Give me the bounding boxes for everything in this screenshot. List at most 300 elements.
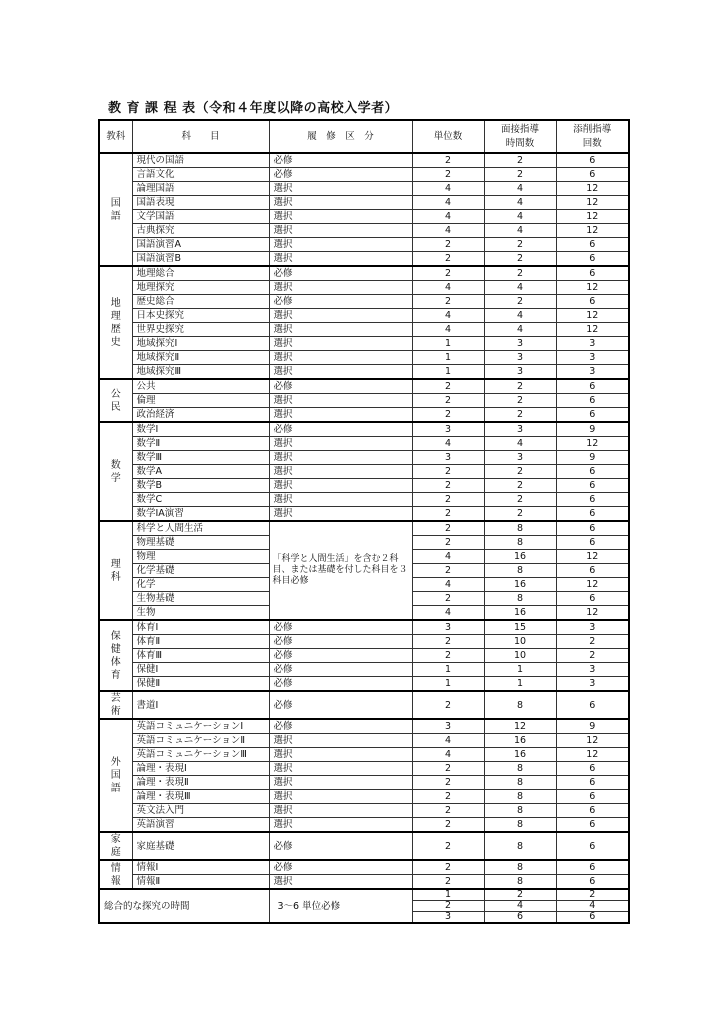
interview-hours-cell: 2 <box>484 153 556 168</box>
table-row <box>99 889 629 901</box>
subject-cell: 数学A <box>132 465 269 479</box>
table-row <box>99 252 629 267</box>
units-cell: 2 <box>412 564 484 578</box>
requirement-cell: 必修 <box>269 663 412 677</box>
table-row <box>99 394 629 408</box>
requirement-cell: 選択 <box>269 309 412 323</box>
correction-count-cell: 6 <box>556 238 629 252</box>
category-label: 数学 <box>110 459 121 484</box>
header-correction-count <box>556 120 629 153</box>
requirement-cell: 必修 <box>269 677 412 692</box>
category-cell <box>99 379 132 422</box>
units-cell: 3 <box>412 620 484 635</box>
subject-cell: 論理国語 <box>132 182 269 196</box>
interview-hours-cell: 8 <box>484 592 556 606</box>
requirement-cell: 必修 <box>269 168 412 182</box>
correction-count-cell: 9 <box>556 451 629 465</box>
header-interview-line1: 面接指導 <box>500 123 539 135</box>
table-row <box>99 790 629 804</box>
correction-count-cell: 6 <box>556 592 629 606</box>
correction-count-cell: 6 <box>556 479 629 493</box>
interview-hours-cell: 8 <box>484 691 556 719</box>
subject-cell: 英語演習 <box>132 818 269 833</box>
subject-cell: 科学と人間生活 <box>132 521 269 536</box>
correction-count-cell: 6 <box>556 507 629 522</box>
correction-count-cell: 6 <box>556 818 629 833</box>
header-correction-line1: 添削指導 <box>573 123 612 135</box>
table-row <box>99 437 629 451</box>
interview-hours-cell: 16 <box>484 578 556 592</box>
requirement-cell: 選択 <box>269 507 412 522</box>
interview-hours-cell: 2 <box>484 295 556 309</box>
interview-hours-cell: 8 <box>484 790 556 804</box>
interview-hours-cell: 8 <box>484 804 556 818</box>
units-cell: 2 <box>412 266 484 281</box>
units-cell: 2 <box>412 394 484 408</box>
correction-count-cell: 2 <box>556 635 629 649</box>
interview-hours-cell: 2 <box>484 238 556 252</box>
units-cell: 3 <box>412 912 484 924</box>
requirement-cell: 選択 <box>269 804 412 818</box>
category-cell <box>99 521 132 620</box>
category-cell <box>99 719 132 832</box>
units-cell: 4 <box>412 309 484 323</box>
units-cell: 2 <box>412 592 484 606</box>
table-row <box>99 465 629 479</box>
correction-count-cell: 12 <box>556 281 629 295</box>
category-cell <box>99 832 132 860</box>
table-row <box>99 323 629 337</box>
table-row <box>99 182 629 196</box>
units-cell: 4 <box>412 437 484 451</box>
correction-count-cell: 6 <box>556 493 629 507</box>
requirement-cell: 必修 <box>269 295 412 309</box>
category-cell <box>99 691 132 719</box>
table-row <box>99 507 629 522</box>
table-row <box>99 776 629 790</box>
table-row <box>99 493 629 507</box>
category-label: 外国語 <box>110 757 121 794</box>
units-cell: 2 <box>412 818 484 833</box>
table-row <box>99 168 629 182</box>
correction-count-cell: 3 <box>556 365 629 380</box>
interview-hours-cell: 2 <box>484 394 556 408</box>
table-row <box>99 295 629 309</box>
correction-count-cell: 12 <box>556 182 629 196</box>
category-cell <box>99 860 132 889</box>
interview-hours-cell: 8 <box>484 818 556 833</box>
units-cell: 2 <box>412 776 484 790</box>
subject-cell: 公共 <box>132 379 269 394</box>
subject-cell: 化学基礎 <box>132 564 269 578</box>
requirement-cell: 選択 <box>269 182 412 196</box>
subject-cell: 物理基礎 <box>132 536 269 550</box>
correction-count-cell: 3 <box>556 351 629 365</box>
units-cell: 2 <box>412 493 484 507</box>
correction-count-cell: 6 <box>556 536 629 550</box>
subject-cell: 英語コミュニケーションⅡ <box>132 734 269 748</box>
requirement-cell: 選択 <box>269 365 412 380</box>
requirement-cell: 選択 <box>269 394 412 408</box>
subject-cell: 体育Ⅲ <box>132 649 269 663</box>
interview-hours-cell: 16 <box>484 606 556 621</box>
category-label: 地理歴史 <box>110 297 121 348</box>
units-cell: 2 <box>412 649 484 663</box>
units-cell: 2 <box>412 804 484 818</box>
requirement-cell: 選択 <box>269 734 412 748</box>
subject-cell: 生物 <box>132 606 269 621</box>
correction-count-cell: 3 <box>556 677 629 692</box>
units-cell: 2 <box>412 790 484 804</box>
table-row <box>99 379 629 394</box>
correction-count-cell: 2 <box>556 649 629 663</box>
table-row <box>99 691 629 719</box>
interview-hours-cell: 2 <box>484 889 556 901</box>
units-cell: 4 <box>412 550 484 564</box>
requirement-cell: 必修 <box>269 266 412 281</box>
table-row <box>99 266 629 281</box>
interview-hours-cell: 3 <box>484 451 556 465</box>
subject-cell: 数学Ⅰ <box>132 422 269 437</box>
subject-cell: 家庭基礎 <box>132 832 269 860</box>
interview-hours-cell: 2 <box>484 479 556 493</box>
table-row <box>99 224 629 238</box>
interview-hours-cell: 2 <box>484 252 556 267</box>
table-row <box>99 309 629 323</box>
correction-count-cell: 12 <box>556 550 629 564</box>
interview-hours-cell: 16 <box>484 734 556 748</box>
correction-count-cell: 6 <box>556 153 629 168</box>
subject-cell: 生物基礎 <box>132 592 269 606</box>
subject-cell: 日本史探究 <box>132 309 269 323</box>
category-label: 理科 <box>110 558 121 583</box>
requirement-cell: 選択 <box>269 776 412 790</box>
units-cell: 4 <box>412 182 484 196</box>
interview-hours-cell: 2 <box>484 408 556 423</box>
requirement-cell: 選択 <box>269 493 412 507</box>
subject-cell: 世界史探究 <box>132 323 269 337</box>
units-cell: 2 <box>412 153 484 168</box>
table-row <box>99 734 629 748</box>
correction-count-cell: 12 <box>556 606 629 621</box>
table-row <box>99 337 629 351</box>
units-cell: 4 <box>412 748 484 762</box>
units-cell: 4 <box>412 606 484 621</box>
curriculum-table <box>98 119 630 924</box>
correction-count-cell: 6 <box>556 252 629 267</box>
category-cell <box>99 422 132 521</box>
interview-hours-cell: 2 <box>484 465 556 479</box>
correction-count-cell: 12 <box>556 196 629 210</box>
correction-count-cell: 6 <box>556 266 629 281</box>
interview-hours-cell: 3 <box>484 351 556 365</box>
header-category: 教科 <box>99 120 132 153</box>
table-row <box>99 719 629 734</box>
requirement-cell: 必修 <box>269 153 412 168</box>
interview-hours-cell: 4 <box>484 901 556 912</box>
units-cell: 4 <box>412 281 484 295</box>
table-row <box>99 351 629 365</box>
table-row <box>99 663 629 677</box>
correction-count-cell: 3 <box>556 620 629 635</box>
requirement-cell: 選択 <box>269 252 412 267</box>
requirement-cell: 必修 <box>269 719 412 734</box>
inquiry-label: 総合的な探究の時間 <box>99 889 269 923</box>
inquiry-requirement: 3～6 単位必修 <box>269 889 412 923</box>
interview-hours-cell: 3 <box>484 337 556 351</box>
interview-hours-cell: 8 <box>484 860 556 875</box>
correction-count-cell: 6 <box>556 521 629 536</box>
subject-cell: 書道Ⅰ <box>132 691 269 719</box>
correction-count-cell: 12 <box>556 734 629 748</box>
interview-hours-cell: 4 <box>484 182 556 196</box>
requirement-cell: 選択 <box>269 408 412 423</box>
science-requirement-note: 「科学と人間生活」を含む２科目、または基礎を付した科目を３科目必修 <box>269 521 412 620</box>
requirement-cell: 必修 <box>269 635 412 649</box>
subject-cell: 古典探究 <box>132 224 269 238</box>
category-label: 保健体育 <box>110 630 121 681</box>
subject-cell: 歴史総合 <box>132 295 269 309</box>
subject-cell: 数学Ⅲ <box>132 451 269 465</box>
units-cell: 2 <box>412 860 484 875</box>
table-row <box>99 365 629 380</box>
units-cell: 2 <box>412 762 484 776</box>
subject-cell: 数学Ⅱ <box>132 437 269 451</box>
subject-cell: 化学 <box>132 578 269 592</box>
header-correction-line2: 回数 <box>582 137 602 149</box>
header-units: 単位数 <box>412 120 484 153</box>
interview-hours-cell: 2 <box>484 168 556 182</box>
requirement-cell: 選択 <box>269 351 412 365</box>
subject-cell: 物理 <box>132 550 269 564</box>
interview-hours-cell: 8 <box>484 776 556 790</box>
subject-cell: 情報Ⅱ <box>132 875 269 890</box>
table-row <box>99 860 629 875</box>
interview-hours-cell: 16 <box>484 748 556 762</box>
category-label: 家庭 <box>110 834 121 858</box>
units-cell: 2 <box>412 465 484 479</box>
interview-hours-cell: 8 <box>484 564 556 578</box>
correction-count-cell: 6 <box>556 762 629 776</box>
interview-hours-cell: 2 <box>484 379 556 394</box>
table-row <box>99 451 629 465</box>
correction-count-cell: 6 <box>556 776 629 790</box>
table-row <box>99 832 629 860</box>
subject-cell: 論理・表現Ⅱ <box>132 776 269 790</box>
subject-cell: 保健Ⅰ <box>132 663 269 677</box>
units-cell: 4 <box>412 323 484 337</box>
correction-count-cell: 6 <box>556 790 629 804</box>
requirement-cell: 必修 <box>269 422 412 437</box>
requirement-cell: 選択 <box>269 479 412 493</box>
table-row <box>99 635 629 649</box>
requirement-cell: 選択 <box>269 281 412 295</box>
correction-count-cell: 12 <box>556 578 629 592</box>
units-cell: 4 <box>412 196 484 210</box>
interview-hours-cell: 10 <box>484 635 556 649</box>
subject-cell: 文学国語 <box>132 210 269 224</box>
correction-count-cell: 6 <box>556 465 629 479</box>
category-cell <box>99 620 132 691</box>
requirement-cell: 必修 <box>269 691 412 719</box>
units-cell: 4 <box>412 578 484 592</box>
correction-count-cell: 6 <box>556 394 629 408</box>
interview-hours-cell: 8 <box>484 875 556 890</box>
units-cell: 2 <box>412 168 484 182</box>
interview-hours-cell: 4 <box>484 281 556 295</box>
interview-hours-cell: 3 <box>484 422 556 437</box>
units-cell: 2 <box>412 507 484 522</box>
requirement-cell: 選択 <box>269 790 412 804</box>
table-row <box>99 422 629 437</box>
correction-count-cell: 12 <box>556 224 629 238</box>
interview-hours-cell: 8 <box>484 762 556 776</box>
subject-cell: 現代の国語 <box>132 153 269 168</box>
interview-hours-cell: 4 <box>484 323 556 337</box>
subject-cell: 国語演習B <box>132 252 269 267</box>
table-row <box>99 762 629 776</box>
units-cell: 1 <box>412 889 484 901</box>
units-cell: 3 <box>412 422 484 437</box>
subject-cell: 地域探究Ⅱ <box>132 351 269 365</box>
correction-count-cell: 6 <box>556 875 629 890</box>
header-subject: 科 目 <box>132 120 269 153</box>
subject-cell: 倫理 <box>132 394 269 408</box>
correction-count-cell: 6 <box>556 691 629 719</box>
requirement-cell: 選択 <box>269 762 412 776</box>
units-cell: 2 <box>412 379 484 394</box>
interview-hours-cell: 8 <box>484 521 556 536</box>
requirement-cell: 必修 <box>269 860 412 875</box>
header-row <box>99 120 629 153</box>
units-cell: 4 <box>412 224 484 238</box>
correction-count-cell: 6 <box>556 295 629 309</box>
table-row <box>99 804 629 818</box>
interview-hours-cell: 1 <box>484 677 556 692</box>
units-cell: 3 <box>412 451 484 465</box>
units-cell: 2 <box>412 832 484 860</box>
correction-count-cell: 6 <box>556 379 629 394</box>
interview-hours-cell: 6 <box>484 912 556 924</box>
correction-count-cell: 6 <box>556 912 629 924</box>
subject-cell: 論理・表現Ⅰ <box>132 762 269 776</box>
units-cell: 1 <box>412 365 484 380</box>
subject-cell: 地理探究 <box>132 281 269 295</box>
correction-count-cell: 9 <box>556 422 629 437</box>
units-cell: 2 <box>412 408 484 423</box>
table-row <box>99 238 629 252</box>
category-label: 国語 <box>110 197 121 222</box>
correction-count-cell: 6 <box>556 860 629 875</box>
subject-cell: 英語コミュニケーションⅠ <box>132 719 269 734</box>
category-label: 情報 <box>110 862 121 887</box>
correction-count-cell: 2 <box>556 889 629 901</box>
correction-count-cell: 6 <box>556 168 629 182</box>
subject-cell: 国語演習A <box>132 238 269 252</box>
requirement-cell: 選択 <box>269 210 412 224</box>
requirement-cell: 必修 <box>269 379 412 394</box>
page-title: 教 育 課 程 表（令和４年度以降の高校入学者） <box>108 101 399 116</box>
subject-cell: 保健Ⅱ <box>132 677 269 692</box>
subject-cell: 地域探究Ⅲ <box>132 365 269 380</box>
correction-count-cell: 12 <box>556 748 629 762</box>
correction-count-cell: 4 <box>556 901 629 912</box>
requirement-cell: 選択 <box>269 323 412 337</box>
units-cell: 2 <box>412 521 484 536</box>
interview-hours-cell: 2 <box>484 493 556 507</box>
units-cell: 1 <box>412 677 484 692</box>
interview-hours-cell: 4 <box>484 210 556 224</box>
requirement-cell: 選択 <box>269 196 412 210</box>
table-row <box>99 210 629 224</box>
subject-cell: 政治経済 <box>132 408 269 423</box>
correction-count-cell: 6 <box>556 564 629 578</box>
correction-count-cell: 12 <box>556 210 629 224</box>
interview-hours-cell: 4 <box>484 196 556 210</box>
interview-hours-cell: 10 <box>484 649 556 663</box>
correction-count-cell: 6 <box>556 804 629 818</box>
correction-count-cell: 6 <box>556 832 629 860</box>
header-interview-line2: 時間数 <box>505 137 535 149</box>
interview-hours-cell: 4 <box>484 224 556 238</box>
table-row <box>99 677 629 692</box>
requirement-cell: 選択 <box>269 337 412 351</box>
requirement-cell: 必修 <box>269 649 412 663</box>
requirement-cell: 選択 <box>269 224 412 238</box>
units-cell: 2 <box>412 252 484 267</box>
table-row <box>99 153 629 168</box>
requirement-cell: 選択 <box>269 818 412 833</box>
header-requirement: 履 修 区 分 <box>269 120 412 153</box>
subject-cell: 体育Ⅰ <box>132 620 269 635</box>
subject-cell: 地理総合 <box>132 266 269 281</box>
table-row <box>99 620 629 635</box>
interview-hours-cell: 4 <box>484 437 556 451</box>
interview-hours-cell: 16 <box>484 550 556 564</box>
requirement-cell: 選択 <box>269 875 412 890</box>
interview-hours-cell: 2 <box>484 507 556 522</box>
units-cell: 2 <box>412 875 484 890</box>
subject-cell: 英文法入門 <box>132 804 269 818</box>
subject-cell: 数学C <box>132 493 269 507</box>
correction-count-cell: 3 <box>556 337 629 351</box>
requirement-cell: 選択 <box>269 451 412 465</box>
table-row <box>99 196 629 210</box>
interview-hours-cell: 8 <box>484 536 556 550</box>
category-label: 芸術 <box>110 693 121 717</box>
units-cell: 2 <box>412 238 484 252</box>
requirement-cell: 選択 <box>269 238 412 252</box>
category-label: 公民 <box>110 388 121 413</box>
header-interview-hours <box>484 120 556 153</box>
table-row <box>99 408 629 423</box>
category-cell <box>99 266 132 379</box>
units-cell: 1 <box>412 663 484 677</box>
units-cell: 1 <box>412 337 484 351</box>
units-cell: 2 <box>412 691 484 719</box>
table-row <box>99 521 629 536</box>
subject-cell: 国語表現 <box>132 196 269 210</box>
units-cell: 2 <box>412 536 484 550</box>
interview-hours-cell: 15 <box>484 620 556 635</box>
category-cell <box>99 153 132 266</box>
units-cell: 2 <box>412 635 484 649</box>
units-cell: 2 <box>412 295 484 309</box>
requirement-cell: 選択 <box>269 748 412 762</box>
interview-hours-cell: 2 <box>484 266 556 281</box>
subject-cell: 数学B <box>132 479 269 493</box>
interview-hours-cell: 3 <box>484 365 556 380</box>
